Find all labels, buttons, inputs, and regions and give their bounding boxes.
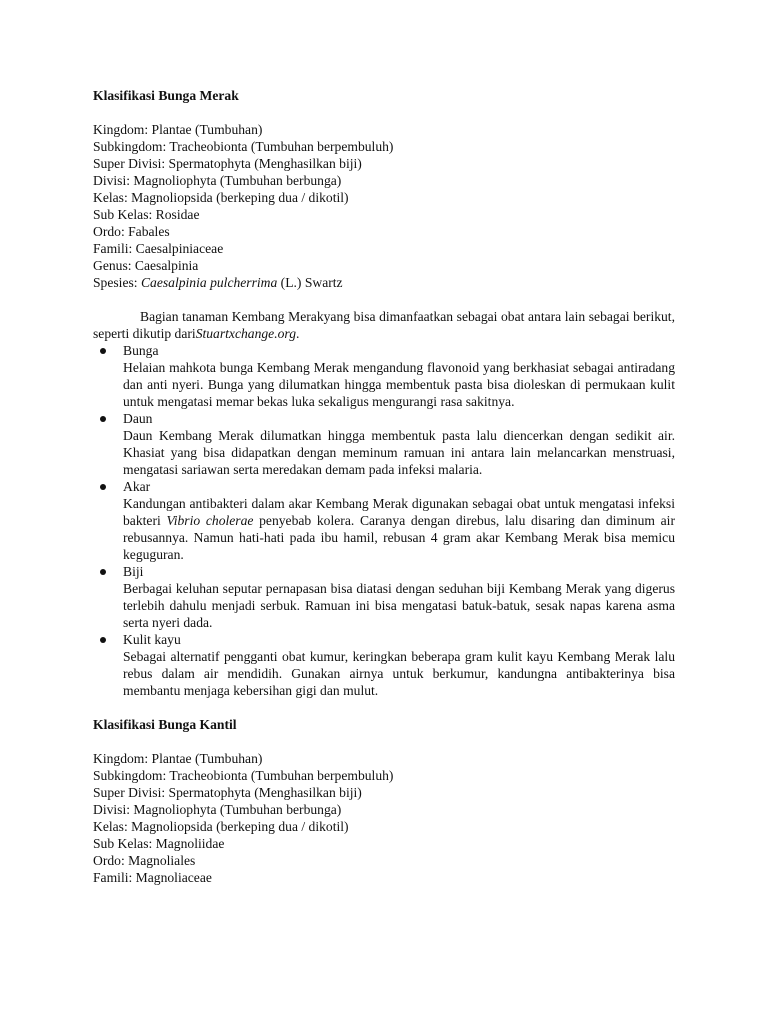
species-author: (L.) Swartz <box>277 275 343 290</box>
spacer <box>93 699 675 716</box>
taxonomy-line: Sub Kelas: Magnoliidae <box>93 836 225 851</box>
list-item <box>93 631 675 699</box>
species-label: Spesies: <box>93 275 141 290</box>
taxonomy-line: Genus: Caesalpinia <box>93 258 199 273</box>
list-item <box>93 563 675 631</box>
bullet-icon <box>100 348 106 354</box>
taxonomy-line: Kingdom: Plantae (Tumbuhan) <box>93 122 263 137</box>
list-item-description <box>123 648 675 699</box>
taxonomy-line: Ordo: Fabales <box>93 224 170 239</box>
species-name: Caesalpinia pulcherrima <box>140 275 278 290</box>
description-text: Kandungan antibakteri dalam akar Kembang Merak digunakan sebagai obat untuk mengatasi infeksi bakteri <box>123 496 675 528</box>
description-text: Helaian mahkota bunga Kembang Merak mengandung flavonoid yang berkhasiat sebagai antiradang dan anti nyeri. Bunga yang dilumatkan hingga membentuk pasta bisa dioleskan di permukaan kulit untuk mengatasi memar bekas luka sekaligus mengurangi rasa sakitnya. <box>123 360 675 409</box>
taxonomy-line: Divisi: Magnoliophyta (Tumbuhan berbunga) <box>93 802 342 817</box>
taxonomy-species-line <box>93 274 675 291</box>
taxonomy-line: Ordo: Magnoliales <box>93 853 196 868</box>
list-item-description <box>123 359 675 410</box>
intro-text: Bagian tanaman Kembang Merakyang bisa dimanfaatkan sebagai obat antara lain sebagai berikut, seperti dikutip dari <box>93 309 675 341</box>
list-item <box>93 342 675 410</box>
list-item <box>93 478 675 563</box>
list-item-title: Kulit kayu <box>123 632 181 647</box>
section-heading-merak: Klasifikasi Bunga Merak <box>93 88 239 103</box>
description-text: Sebagai alternatif pengganti obat kumur, keringkan beberapa gram kulit kayu Kembang Merak lalu rebus dalam air mendidih. Gunakan airnya untuk berkumur, kandungna antibakterinya bisa membantu menjaga kebersihan gigi dan mulut. <box>123 649 675 698</box>
description-text: Berbagai keluhan seputar pernapasan bisa diatasi dengan seduhan biji Kembang Merak yang digerus terlebih dahulu menjadi serbuk. Ramuan ini bisa mengatasi batuk-batuk, sesak napas karena asma serta nyeri dada. <box>123 581 675 630</box>
taxonomy-line: Kelas: Magnoliopsida (berkeping dua / dikotil) <box>93 190 349 205</box>
document-page <box>93 87 675 886</box>
taxonomy-line: Sub Kelas: Rosidae <box>93 207 200 222</box>
bullet-icon <box>100 637 106 643</box>
taxonomy-line: Super Divisi: Spermatophyta (Menghasilkan biji) <box>93 785 362 800</box>
description-text-end: penyebab kolera. Caranya dengan direbus, lalu disaring dan diminum air rebusannya. Namun hati-hati pada ibu hamil, rebusan 4 gram akar Kembang Merak bisa memicu keguguran. <box>123 513 675 562</box>
intro-paragraph <box>93 308 675 342</box>
uses-list <box>93 342 675 699</box>
bullet-icon <box>100 484 106 490</box>
taxonomy-line: Kelas: Magnoliopsida (berkeping dua / dikotil) <box>93 819 349 834</box>
bullet-icon <box>100 569 106 575</box>
intro-end: . <box>296 326 300 341</box>
list-item-description <box>123 495 675 563</box>
list-item <box>93 410 675 478</box>
taxonomy-line: Subkingdom: Tracheobionta (Tumbuhan berpembuluh) <box>93 139 394 154</box>
taxonomy-list-merak <box>93 121 675 291</box>
spacer <box>93 291 675 308</box>
taxonomy-line: Kingdom: Plantae (Tumbuhan) <box>93 751 263 766</box>
taxonomy-line: Famili: Caesalpiniaceae <box>93 241 224 256</box>
spacer <box>93 733 675 750</box>
bullet-icon <box>100 416 106 422</box>
taxonomy-list-kantil <box>93 750 675 886</box>
taxonomy-line: Divisi: Magnoliophyta (Tumbuhan berbunga) <box>93 173 342 188</box>
spacer <box>93 104 675 121</box>
intro-source: Stuartxchange.org <box>195 326 296 341</box>
taxonomy-line: Super Divisi: Spermatophyta (Menghasilkan biji) <box>93 156 362 171</box>
list-item-title: Akar <box>123 479 151 494</box>
taxonomy-line: Subkingdom: Tracheobionta (Tumbuhan berpembuluh) <box>93 768 394 783</box>
list-item-title: Biji <box>123 564 144 579</box>
section-heading-kantil: Klasifikasi Bunga Kantil <box>93 717 237 732</box>
taxonomy-line: Famili: Magnoliaceae <box>93 870 212 885</box>
list-item-description <box>123 427 675 478</box>
list-item-title: Daun <box>123 411 153 426</box>
list-item-description <box>123 580 675 631</box>
description-text: Daun Kembang Merak dilumatkan hingga membentuk pasta lalu diencerkan dengan sedikit air. Khasiat yang bisa didapatkan dengan meminum ramuan ini antara lain melancarkan menstruasi, mengatasi sariawan serta meredakan demam pada infeksi malaria. <box>123 428 675 477</box>
list-item-title: Bunga <box>123 343 159 358</box>
description-italic: Vibrio cholerae <box>166 513 254 528</box>
